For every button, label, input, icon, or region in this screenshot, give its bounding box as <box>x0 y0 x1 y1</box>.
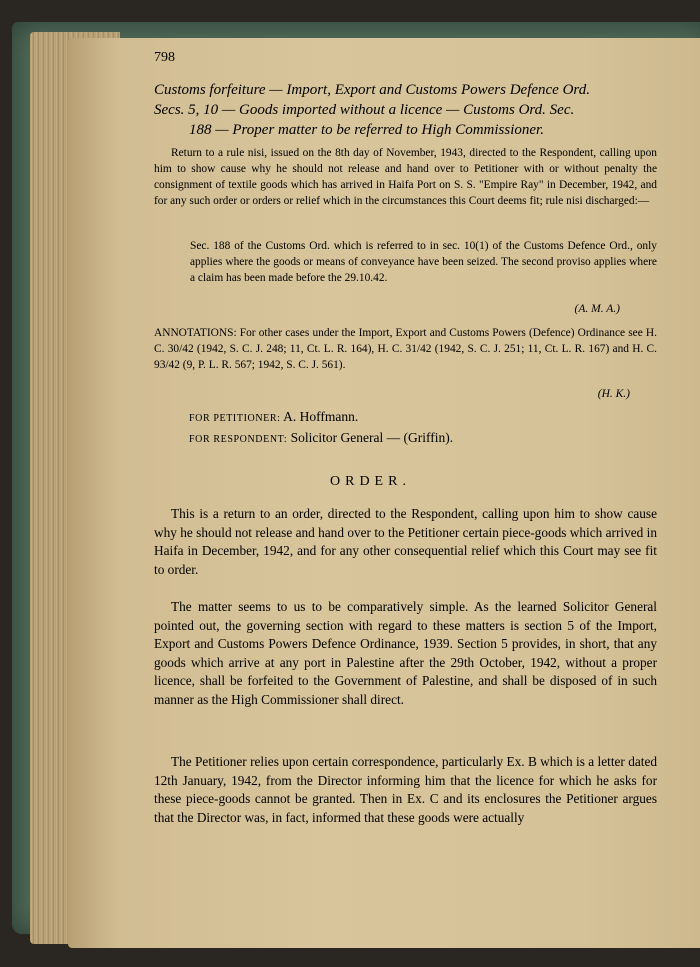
reporter-initials-1: (A. M. A.) <box>574 303 620 315</box>
counsel-petitioner <box>189 409 358 425</box>
respondent-label: FOR RESPONDENT: <box>189 434 288 445</box>
order-heading: ORDER. <box>330 474 411 489</box>
headnote-line-1: Customs forfeiture — Import, Export and Customs Powers Defence Ord. <box>154 82 590 98</box>
respondent-name: Solicitor General — (Griffin). <box>290 430 454 445</box>
order-paragraph-1: This is a return to an order, directed to the Respondent, calling upon him to show cause why he should not release and hand over to the Petitioner certain piece-goods which arrived in Haifa in December, 1942, and for any other consequential relief which this Court may see fit to order. <box>154 506 657 577</box>
order-paragraph-3: The Petitioner relies upon certain correspondence, particularly Ex. B which is a letter dated 12th January, 1942, from the Director informing him that the licence for which he asks for these piece-goods cannot be granted. Then in Ex. C and its enclosures the Petitioner argues that the Director was, in fact, informed that these goods were actually <box>154 754 657 825</box>
holding-quote: Sec. 188 of the Customs Ord. which is referred to in sec. 10(1) of the Customs Defence Ord., only applies where the goods or means of conveyance have been seized. The second proviso applies where a claim has been made before the 29.10.42. <box>190 240 657 284</box>
headnote-line-3: 188 — Proper matter to be referred to High Commissioner. <box>189 122 544 138</box>
annotations: ANNOTATIONS: For other cases under the Import, Export and Customs Powers (Defence) Ordinance see H. C. 30/42 (1942, S. C. J. 248; 11, Ct. L. R. 164), H. C. 31/42 (1942, S. C. J. 251; 11, Ct. L. R. 167) and H. C. 93/42 (9, P. L. R. 567; 1942, S. C. J. 561). <box>154 327 657 371</box>
petitioner-label: FOR PETITIONER: <box>189 413 281 424</box>
headnote <box>154 80 657 140</box>
page-number: 798 <box>154 50 175 65</box>
headnote-line-2: Secs. 5, 10 — Goods imported without a licence — Customs Ord. Sec. <box>154 102 575 118</box>
case-summary: Return to a rule nisi, issued on the 8th day of November, 1943, directed to the Respondent, calling upon him to show cause why he should not release and hand over to Petitioner with or without penalty the consignment of textile goods which has arrived in Haifa Port on S. S. "Empire Ray" in December, 1942, and for any such order or orders or relief which in the circumstances this Court deems fit; rule nisi discharged:— <box>154 147 657 207</box>
petitioner-name: A. Hoffmann. <box>283 409 359 424</box>
order-paragraph-2: The matter seems to us to be comparatively simple. As the learned Solicitor General pointed out, the governing section with regard to these matters is section 5 of the Import, Export and Customs Powers Defence Ordinance, 1939. Section 5 provides, in short, that any goods which arrive at any port in Palestine after the 29th October, 1942, without a proper licence, shall be forfeited to the Government of Palestine, and shall be disposed of in such manner as the High Commissioner shall direct. <box>154 599 657 707</box>
counsel-respondent <box>189 430 453 446</box>
reporter-initials-2: (H. K.) <box>597 388 630 400</box>
